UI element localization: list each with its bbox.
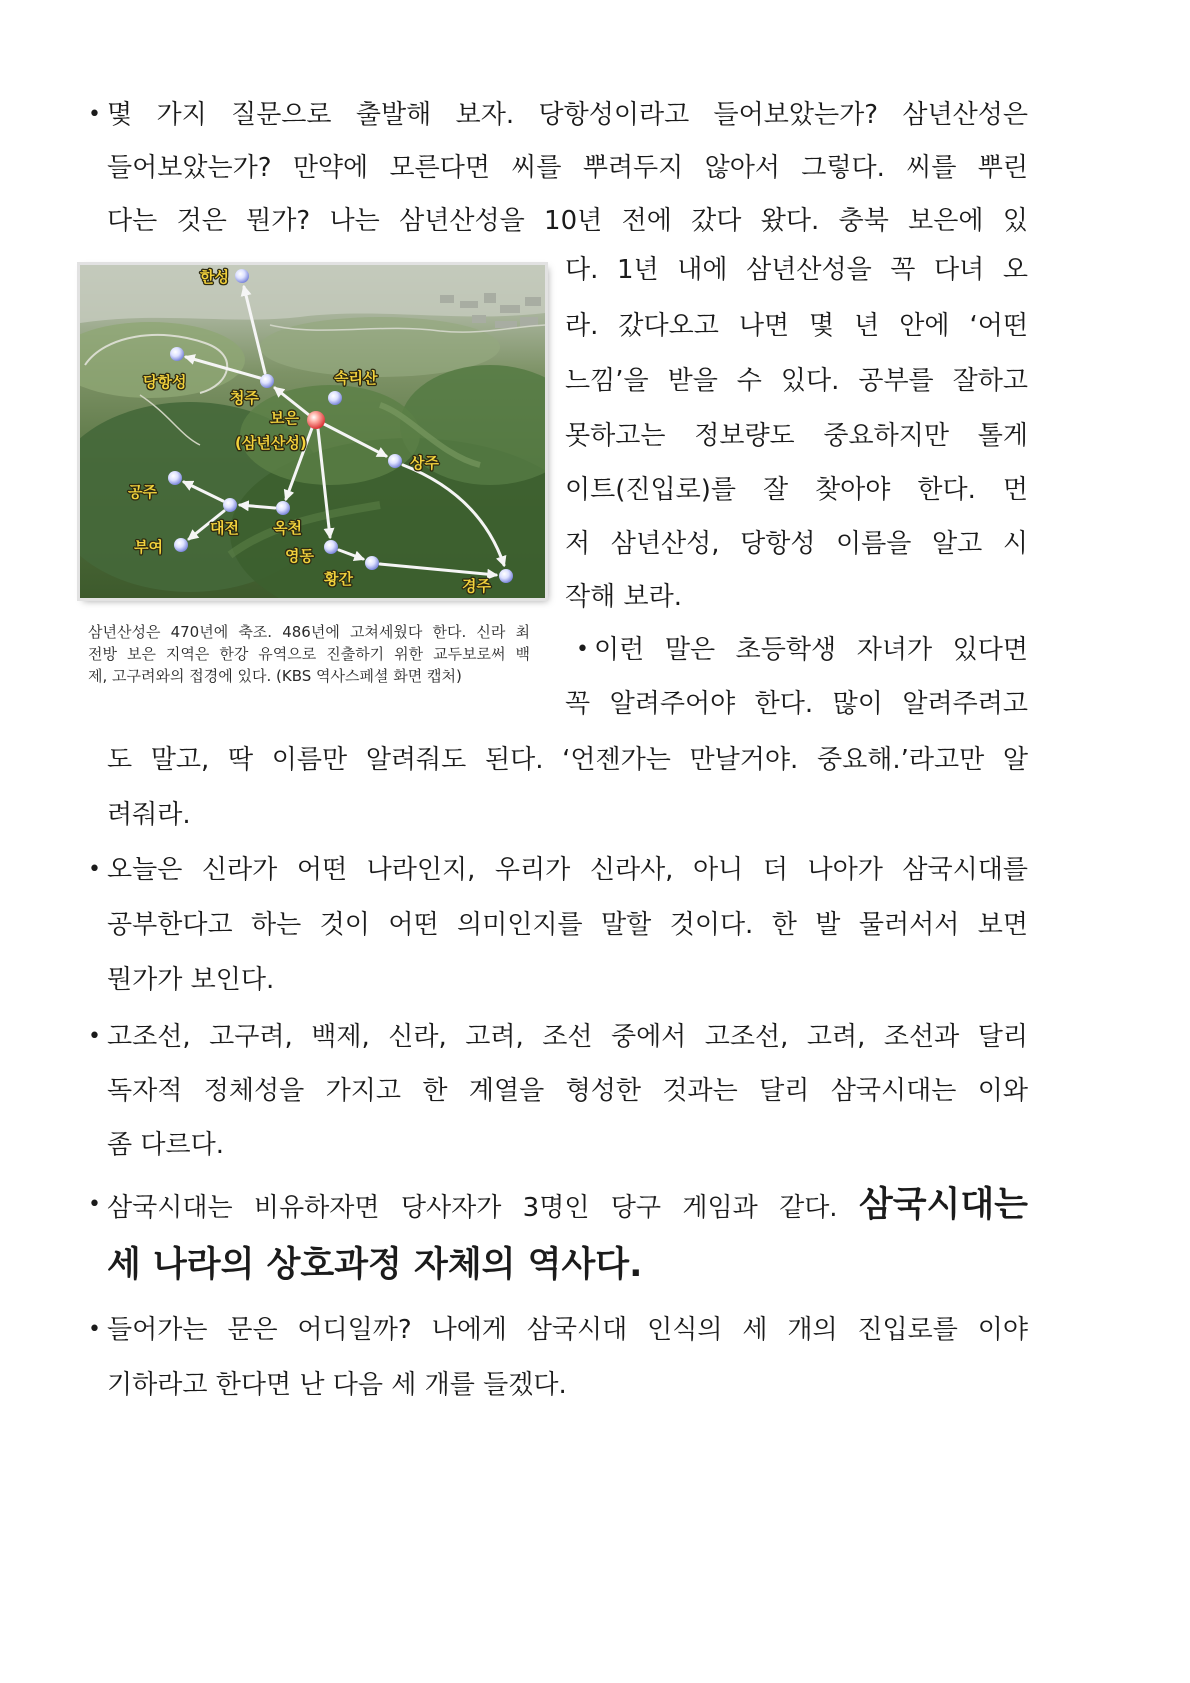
map-dot-buyeo (174, 538, 188, 552)
bullet-1: • (88, 102, 101, 127)
map-label-gyeongju: 경주 (462, 577, 491, 595)
map-dot-songnisan (328, 391, 342, 405)
map-label-gongju: 공주 (128, 483, 157, 501)
paragraph-6-line-1: 들어가는 문은 어디일까? 나에게 삼국시대 인식의 세 개의 진입로를 이야 (107, 1315, 1028, 1345)
paragraph-2-line-4: 려줘라. (107, 800, 191, 830)
bullet-2: • (576, 637, 589, 662)
paragraph-1-line-2: 들어보았는가? 만약에 모른다면 씨를 뿌려두지 않아서 그렇다. 씨를 뿌린 (107, 153, 1028, 183)
paragraph-1-line-7: 못하고는 정보량도 중요하지만 톨게 (565, 421, 1028, 451)
paragraph-2-line-2: 꼭 알려주어야 한다. 많이 알려주려고 (565, 689, 1028, 719)
bullet-6: • (88, 1317, 101, 1342)
map-label-danghangseong: 당항성 (143, 373, 187, 391)
map-dot-sangju (388, 454, 402, 468)
map-label-cheongju: 청주 (230, 389, 259, 407)
paragraph-5-line-1 (107, 1175, 1028, 1235)
map-dot-yeongdong (324, 540, 338, 554)
paragraph-1-line-10: 작해 보라. (565, 582, 682, 612)
map-dot-cheongju (260, 374, 274, 388)
map-label-okcheon: 옥천 (273, 519, 302, 537)
bullet-4: • (88, 1024, 101, 1049)
map-label-sangju: 상주 (410, 454, 439, 472)
map-label-samnyeonsanseong: (삼년산성) (235, 434, 307, 452)
map-dot-gyeongju (499, 569, 513, 583)
map-figure (80, 265, 545, 598)
paragraph-1-line-5: 라. 갔다오고 나면 몇 년 안에 ‘어떤 (565, 311, 1028, 341)
paragraph-2-line-3: 도 말고, 딱 이름만 알려줘도 된다. ‘언젠가는 만날거야. 중요해.’라고만 알 (107, 745, 1028, 775)
bullet-5: • (88, 1192, 101, 1217)
map-dot-okcheon (276, 501, 290, 515)
map-label-songnisan: 속리산 (334, 369, 378, 387)
map-dot-danghangseong (170, 347, 184, 361)
paragraph-3-line-2: 공부한다고 하는 것이 어떤 의미인지를 말할 것이다. 한 발 물러서서 보면 (107, 910, 1028, 940)
map-dot-boeun (307, 411, 325, 429)
paragraph-1-line-6: 느낌’을 받을 수 있다. 공부를 잘하고 (565, 366, 1028, 396)
distant-plain (80, 265, 545, 323)
paragraph-2-line-1: 이런 말은 초등학생 자녀가 있다면 (594, 635, 1028, 665)
map-label-hwanggan: 황간 (324, 570, 353, 588)
paragraph-4-line-3: 좀 다르다. (107, 1130, 224, 1160)
paragraph-4-line-1: 고조선, 고구려, 백제, 신라, 고려, 조선 중에서 고조선, 고려, 조선과 달리 (107, 1022, 1028, 1052)
paragraph-3-line-1: 오늘은 신라가 어떤 나라인지, 우리가 신라사, 아니 더 나아가 삼국시대를 (107, 855, 1028, 885)
paragraph-3-line-3: 뭔가가 보인다. (107, 965, 275, 995)
paragraph-4-line-2: 독자적 정체성을 가지고 한 계열을 형성한 것과는 달리 삼국시대는 이와 (107, 1076, 1028, 1106)
map-label-yeongdong: 영동 (285, 547, 314, 565)
paragraph-1-line-8: 이트(진입로)를 잘 찾아야 한다. 먼 (565, 475, 1028, 505)
map-label-boeun: 보은 (270, 409, 299, 427)
paragraph-5-line-1-text: 삼국시대는 비유하자면 당사자가 3명인 당구 게임과 같다. (107, 1193, 838, 1223)
map-label-buyeo: 부여 (134, 538, 163, 556)
figure-caption-line-2: 전방 보은 지역은 한강 유역으로 진출하기 위한 교두보로써 백 (88, 645, 530, 663)
map-image (80, 265, 545, 598)
paragraph-1-line-1: 몇 가지 질문으로 출발해 보자. 당항성이라고 들어보았는가? 삼년산성은 (107, 100, 1028, 130)
bullet-3: • (88, 857, 101, 882)
map-dot-hanseong (235, 269, 249, 283)
figure-caption-line-3: 제, 고구려와의 접경에 있다. (KBS 역사스페셜 화면 캡처) (88, 667, 462, 685)
map-dot-daejeon (223, 498, 237, 512)
emphasis-text-1: 삼국시대는 (858, 1185, 1028, 1225)
map-dot-gongju (168, 471, 182, 485)
paragraph-5-line-2 (107, 1235, 1028, 1295)
figure-caption-line-1: 삼년산성은 470년에 축조. 486년에 고쳐세웠다 한다. 신라 최 (88, 623, 530, 641)
emphasis-text-2: 세 나라의 상호과정 자체의 역사다. (107, 1245, 643, 1285)
paragraph-1-line-4: 다. 1년 내에 삼년산성을 꼭 다녀 오 (565, 255, 1028, 285)
map-label-hanseong: 한성 (200, 268, 229, 286)
paragraph-1-line-9: 저 삼년산성, 당항성 이름을 알고 시 (565, 529, 1028, 559)
map-label-daejeon: 대전 (210, 519, 239, 537)
map-dot-hwanggan (365, 556, 379, 570)
paragraph-6-line-2: 기하라고 한다면 난 다음 세 개를 들겠다. (107, 1370, 567, 1400)
paragraph-1-line-3: 다는 것은 뭔가? 나는 삼년산성을 10년 전에 갔다 왔다. 충북 보은에 있 (107, 206, 1028, 236)
